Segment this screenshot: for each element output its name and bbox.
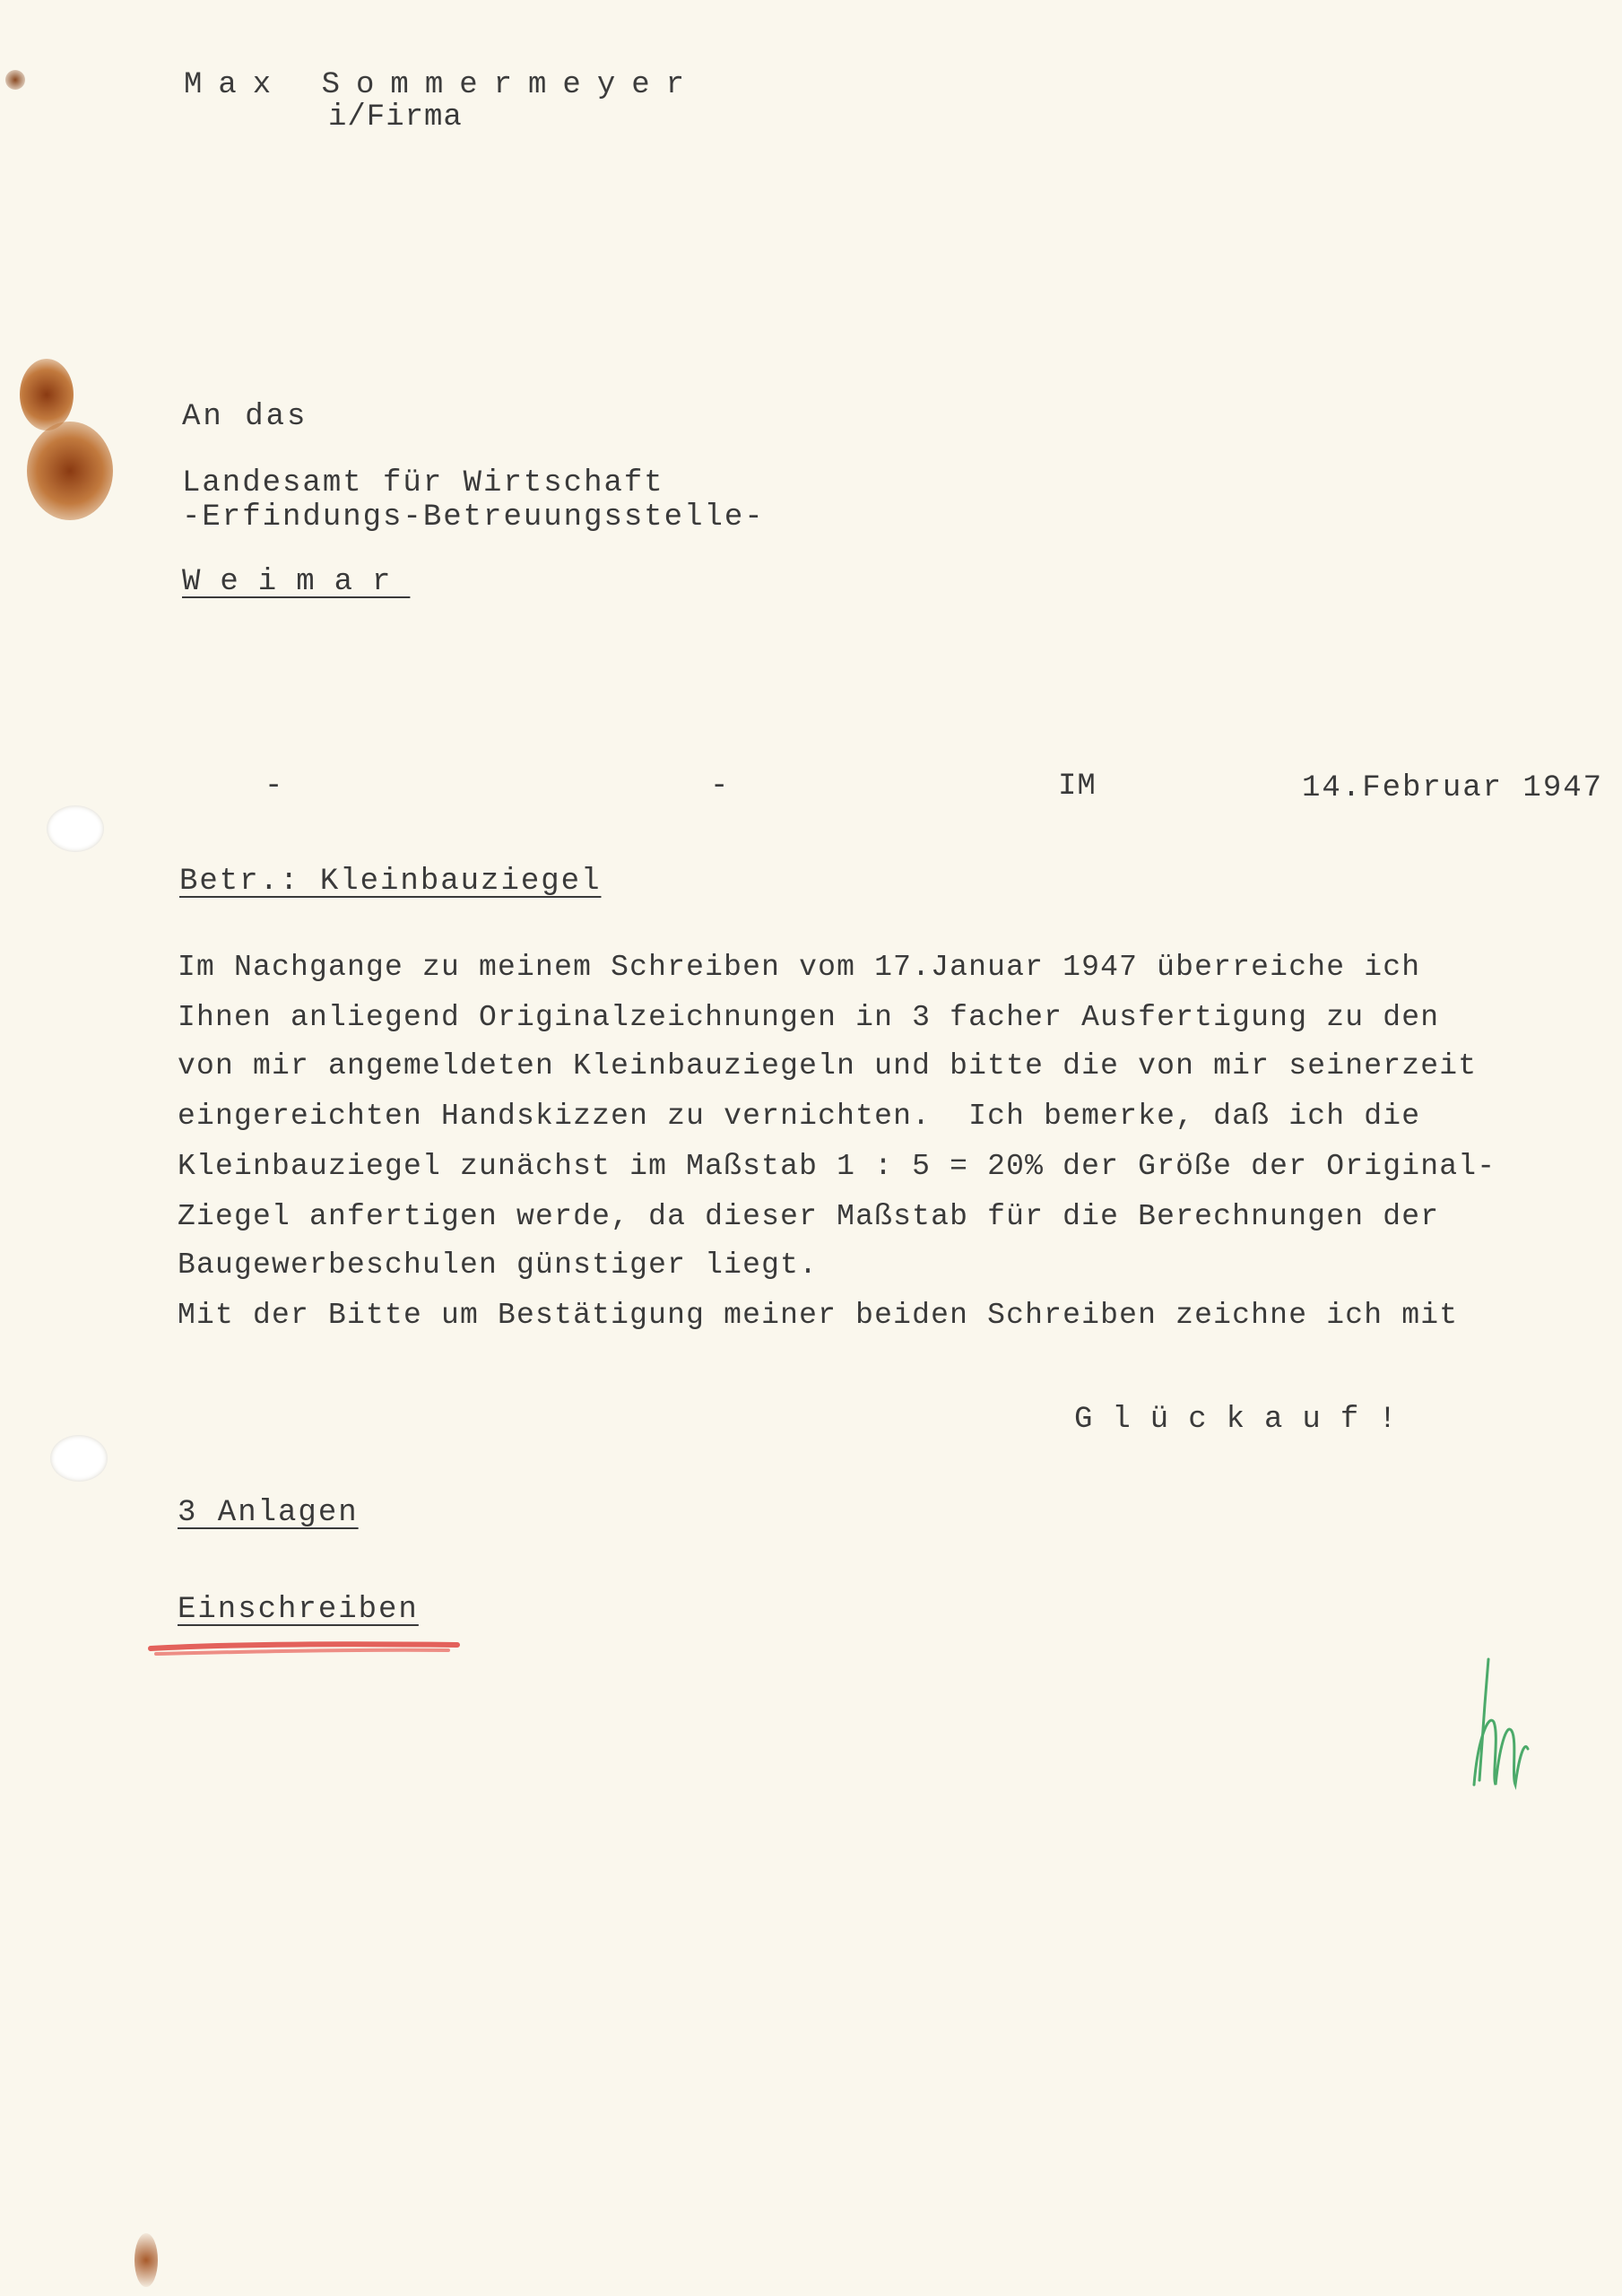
recipient-city: Weimar xyxy=(182,565,411,599)
body-line-7: Baugewerbeschulen günstiger liegt. xyxy=(178,1248,819,1282)
reference-dash-2: - xyxy=(710,770,730,804)
punch-hole-bottom xyxy=(50,1435,108,1482)
rust-mark-top xyxy=(5,70,25,90)
mail-type-note: Einschreiben xyxy=(178,1593,419,1627)
closing-greeting: Glückauf! xyxy=(1074,1403,1417,1437)
recipient-salutation: An das xyxy=(182,400,308,434)
body-line-2: Ihnen anliegend Originalzeichnungen in 3 facher Ausfertigung zu den xyxy=(178,1001,1440,1034)
red-pencil-underline xyxy=(143,1636,466,1663)
rust-stain-lower xyxy=(27,422,113,520)
recipient-office: Landesamt für Wirtschaft xyxy=(182,466,664,500)
rust-stain-upper xyxy=(20,359,74,430)
recipient-department: -Erfindungs-Betreuungsstelle- xyxy=(182,500,765,535)
body-line-4: eingereichten Handskizzen zu vernichten. Ich bemerke, daß ich die xyxy=(178,1100,1421,1133)
rust-mark-bottom xyxy=(134,2233,158,2287)
signature-initials xyxy=(1453,1650,1533,1794)
body-line-5: Kleinbauziegel zunächst im Maßstab 1 : 5 = 20% der Größe der Original- xyxy=(178,1150,1496,1183)
body-line-6: Ziegel anfertigen werde, da dieser Maßstab für die Berechnungen der xyxy=(178,1200,1440,1233)
punch-hole-top xyxy=(47,805,104,852)
sender-name: Max Sommermeyer xyxy=(184,68,701,102)
body-line-1: Im Nachgange zu meinem Schreiben vom 17.Januar 1947 überreiche ich xyxy=(178,951,1421,984)
body-line-8: Mit der Bitte um Bestätigung meiner beiden Schreiben zeichne ich mit xyxy=(178,1299,1459,1332)
body-line-3: von mir angemeldeten Kleinbauziegeln und bitte die von mir seinerzeit xyxy=(178,1049,1478,1083)
letter-date: 14.Februar 1947 xyxy=(1302,771,1604,805)
sender-firm: i/Firma xyxy=(328,100,463,135)
reference-initials: IM xyxy=(1058,770,1097,804)
reference-dash-1: - xyxy=(265,770,284,804)
subject-line: Betr.: Kleinbauziegel xyxy=(179,865,602,899)
enclosures-note: 3 Anlagen xyxy=(178,1496,359,1530)
